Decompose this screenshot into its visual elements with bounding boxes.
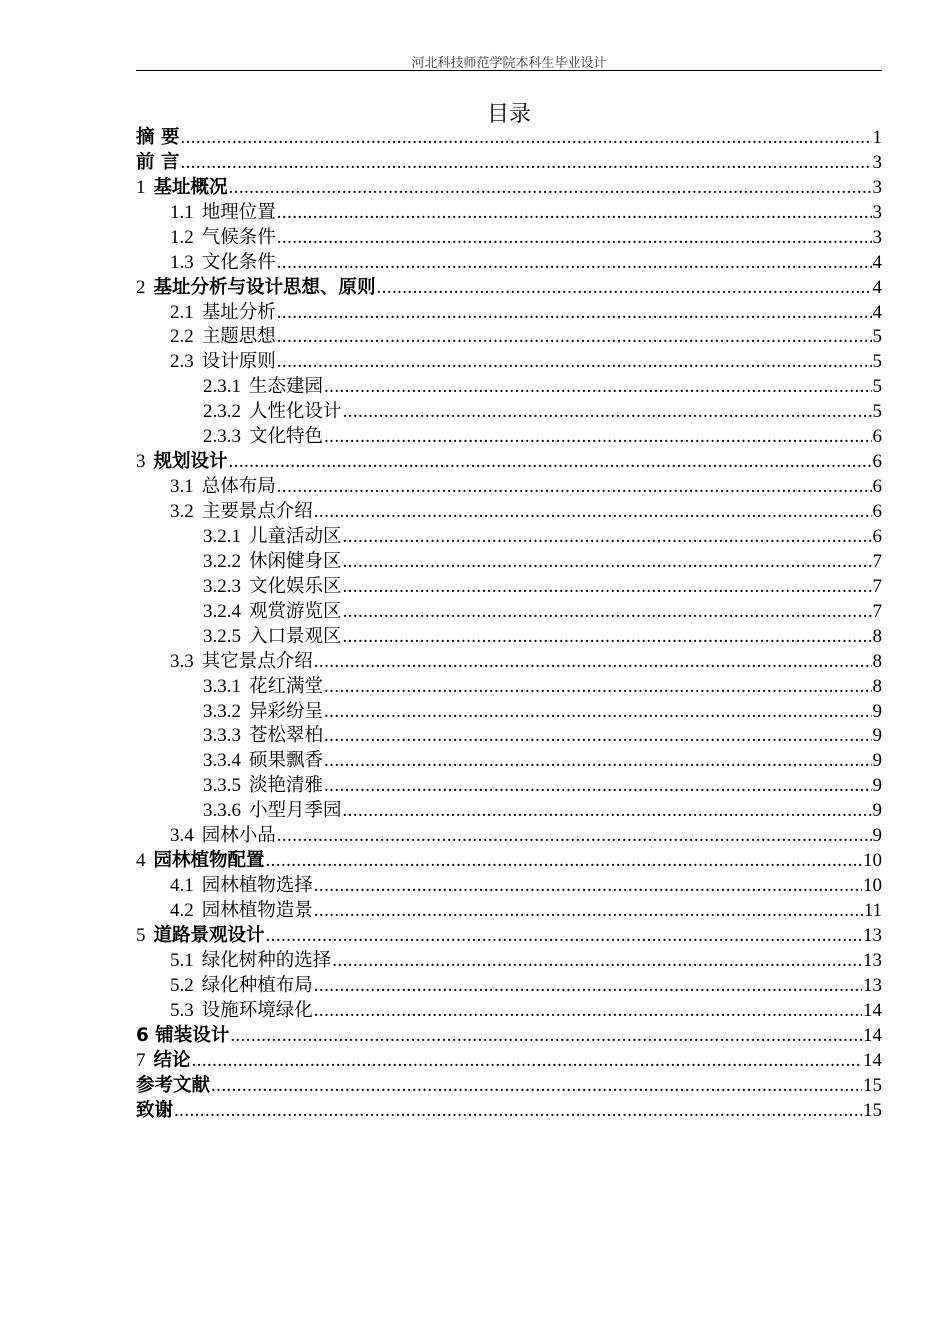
toc-entry-label: 人性化设计: [249, 401, 342, 423]
dot-leader: [277, 325, 872, 349]
toc-entry-label: 小型月季园: [249, 800, 342, 822]
toc-entry-label: 园林植物选择: [201, 875, 313, 897]
toc-entry-page-number: 9: [872, 725, 882, 747]
dot-leader: [324, 375, 871, 399]
dot-leader: [332, 949, 862, 973]
toc-entry-page-number: 6: [872, 525, 882, 547]
toc-entry-label: 文化条件: [201, 251, 276, 273]
toc-entry-label: 文化娱乐区: [249, 575, 342, 597]
toc-entry[interactable]: [136, 748, 882, 773]
toc-entry-label: 文化特色: [249, 426, 324, 448]
toc-entry[interactable]: [136, 225, 882, 250]
toc-entry-number: 1.2: [170, 226, 194, 248]
dot-leader: [324, 425, 871, 449]
toc-entry-page-number: 3: [872, 226, 882, 248]
toc-entry[interactable]: [136, 374, 882, 399]
toc-entry-page-number: 15: [863, 1099, 882, 1121]
toc-entry-label: 基址分析与设计思想、原则: [153, 276, 376, 298]
toc-entry-label: 参考文献: [136, 1074, 211, 1096]
toc-entry-number: 3: [136, 451, 146, 473]
toc-entry-number: 5.2: [170, 974, 194, 996]
toc-entry-number: 3.2.1: [203, 525, 241, 547]
toc-entry-label: 气候条件: [201, 226, 276, 248]
toc-entry-page-number: 7: [872, 550, 882, 572]
toc-entry[interactable]: [136, 150, 882, 175]
toc-entry-number: 4: [136, 850, 146, 872]
toc-entry-label: 主要景点介绍: [201, 501, 313, 522]
dot-leader: [324, 749, 871, 773]
toc-entry[interactable]: [136, 424, 882, 449]
toc-entry-label: 苍松翠柏: [249, 725, 324, 747]
toc-entry[interactable]: [136, 674, 882, 699]
toc-entry-label: 规划设计: [153, 451, 228, 473]
dot-leader: [314, 874, 862, 898]
toc-entry-label: 其它景点介绍: [201, 650, 313, 672]
toc-entry[interactable]: [136, 948, 882, 973]
toc-entry[interactable]: [136, 125, 882, 150]
toc-entry-number: 2.3.3: [203, 426, 241, 448]
toc-entry-page-number: 5: [872, 401, 882, 423]
toc-entry[interactable]: [136, 724, 882, 749]
toc-entry-page-number: 5: [872, 351, 882, 373]
dot-leader: [324, 724, 871, 748]
toc-entry[interactable]: [136, 325, 882, 350]
page-header: 河北科技师范学院本科生毕业设计: [411, 56, 607, 71]
toc-entry-number: 3.2.3: [203, 575, 241, 597]
toc-entry-label: 地理位置: [201, 201, 276, 223]
toc-entry[interactable]: [136, 474, 882, 499]
dot-leader: [324, 675, 871, 699]
toc-entry-number: 1: [136, 176, 146, 198]
toc-entry-number: 3.3.3: [203, 725, 241, 747]
toc-entry-label: 结论: [153, 1049, 191, 1071]
toc-entry-number: 4.1: [170, 875, 194, 897]
toc-entry-number: 5.1: [170, 949, 194, 971]
toc-entry-page-number: 4: [872, 251, 882, 273]
dot-leader: [343, 400, 872, 424]
dot-leader: [277, 251, 872, 275]
toc-entry-page-number: 1: [872, 126, 882, 148]
toc-entry[interactable]: [136, 524, 882, 549]
toc-entry-number: 2.2: [170, 326, 194, 348]
dot-leader: [324, 700, 871, 724]
toc-entry-number: 4.2: [170, 900, 194, 921]
toc-entry-page-number: 3: [872, 176, 882, 198]
toc-entry-label: 花红满堂: [249, 675, 324, 697]
toc-entry-number: 2.3.1: [203, 376, 241, 398]
toc-entry-label: 道路景观设计: [153, 924, 265, 946]
toc-entry-label: 设施环境绿化: [201, 999, 313, 1021]
toc-entry-page-number: 7: [872, 575, 882, 597]
toc-entry-label: 摘 要: [136, 126, 180, 148]
toc-entry-label: 绿化树种的选择: [201, 949, 332, 971]
toc-entry-page-number: 14: [863, 1024, 882, 1046]
toc-entry-label: 入口景观区: [249, 625, 342, 647]
dot-leader: [277, 824, 872, 848]
toc-entry[interactable]: [136, 349, 882, 374]
toc-entry-label: 观赏游览区: [249, 600, 342, 622]
toc-entry[interactable]: [136, 250, 882, 275]
toc-entry-page-number: 6: [872, 501, 882, 522]
toc-entry-number: 2.1: [170, 301, 194, 323]
toc-entry-label: 致谢: [136, 1099, 174, 1121]
toc-entry-label: 异彩纷呈: [249, 700, 324, 722]
toc-entry-page-number: 13: [863, 974, 882, 996]
toc-entry-number: 5.3: [170, 999, 194, 1021]
toc-entry[interactable]: [136, 300, 882, 325]
dot-leader: [314, 650, 872, 674]
toc-entry[interactable]: [136, 275, 882, 300]
toc-entry-number: 3.2: [170, 501, 194, 522]
toc-entry-page-number: 13: [863, 949, 882, 971]
toc-entry-number: 3.4: [170, 825, 194, 847]
toc-entry-number: 3.2.5: [203, 625, 241, 647]
toc-entry[interactable]: [136, 798, 882, 823]
toc-entry-page-number: 6: [872, 476, 882, 498]
toc-entry-number: 3.2.2: [203, 550, 241, 572]
toc-entry-number: 1.3: [170, 251, 194, 273]
toc-entry-page-number: 3: [872, 151, 882, 173]
toc-entry-label: 儿童活动区: [249, 525, 342, 547]
dot-leader: [343, 550, 872, 574]
dot-leader: [266, 849, 862, 873]
toc-entry[interactable]: [136, 1073, 882, 1098]
toc-entry-number: 3.3.6: [203, 800, 241, 822]
toc-entry-number: 3.2.4: [203, 600, 241, 622]
dot-leader: [277, 475, 872, 499]
toc-entry-number: 5: [136, 924, 146, 946]
dot-leader: [343, 575, 872, 599]
toc-entry-number: 3.3: [170, 650, 194, 672]
toc-entry-number: 3.3.2: [203, 700, 241, 722]
toc-entry-label: 园林植物造景: [201, 900, 313, 921]
toc-entry[interactable]: [136, 200, 882, 225]
toc-entry-number: 3.3.1: [203, 675, 241, 697]
toc-entry-page-number: 11: [863, 900, 882, 921]
dot-leader: [377, 276, 872, 300]
toc-entry[interactable]: [136, 499, 882, 524]
dot-leader: [314, 899, 863, 923]
toc-entry-number: 2.3: [170, 351, 194, 373]
toc-entry-number: 3.3.4: [203, 750, 241, 772]
toc-entry[interactable]: [136, 549, 882, 574]
toc-entry-page-number: 9: [872, 825, 882, 847]
dot-leader: [277, 350, 872, 374]
dot-leader: [324, 774, 871, 798]
toc-entry-page-number: 9: [872, 775, 882, 797]
toc-entry[interactable]: [136, 973, 882, 998]
toc-entry[interactable]: [136, 823, 882, 848]
toc-entry-page-number: 5: [872, 376, 882, 398]
toc-entry-label: 前 言: [136, 151, 180, 173]
toc-entry[interactable]: [136, 773, 882, 798]
dot-leader: [314, 500, 872, 524]
dot-leader: [277, 201, 872, 225]
toc-title: 目录: [486, 102, 531, 127]
dot-leader: [174, 1099, 862, 1123]
toc-entry-label: 园林植物配置: [153, 850, 265, 872]
toc-entry[interactable]: [136, 599, 882, 624]
toc-entry-page-number: 8: [872, 650, 882, 672]
toc-entry-number: 2: [136, 276, 146, 298]
toc-entry[interactable]: [136, 624, 882, 649]
dot-leader: [314, 974, 862, 998]
toc-entry-page-number: 10: [863, 850, 882, 872]
table-of-contents: [136, 125, 882, 1123]
toc-entry-page-number: 13: [863, 924, 882, 946]
toc-entry-label: 基址概况: [153, 176, 228, 198]
dot-leader: [314, 999, 862, 1023]
toc-entry-page-number: 14: [863, 1049, 882, 1071]
toc-entry[interactable]: [136, 449, 882, 474]
dot-leader: [343, 600, 872, 624]
toc-entry[interactable]: [136, 175, 882, 200]
toc-entry-page-number: 9: [872, 750, 882, 772]
dot-leader: [192, 1049, 862, 1073]
toc-entry[interactable]: [136, 848, 882, 873]
toc-entry-number: 7: [136, 1049, 146, 1071]
dot-leader: [180, 151, 871, 175]
toc-entry-label: 6 铺装设计: [136, 1024, 230, 1046]
toc-entry-label: 绿化种植布局: [201, 974, 313, 996]
toc-entry[interactable]: [136, 1048, 882, 1073]
toc-entry[interactable]: [136, 699, 882, 724]
dot-leader: [277, 226, 872, 250]
toc-entry-page-number: 4: [872, 276, 882, 298]
toc-entry-label: 设计原则: [201, 351, 276, 373]
dot-leader: [229, 176, 872, 200]
dot-leader: [211, 1074, 862, 1098]
toc-entry-page-number: 9: [872, 800, 882, 822]
dot-leader: [180, 126, 871, 150]
toc-entry-page-number: 6: [872, 451, 882, 473]
toc-entry[interactable]: [136, 898, 882, 923]
toc-entry-label: 硕果飘香: [249, 750, 324, 772]
toc-entry-number: 2.3.2: [203, 401, 241, 423]
toc-entry-number: 3.3.5: [203, 775, 241, 797]
toc-entry-page-number: 8: [872, 625, 882, 647]
toc-entry-page-number: 14: [863, 999, 882, 1021]
toc-entry-page-number: 4: [872, 301, 882, 323]
dot-leader: [266, 924, 862, 948]
toc-entry-label: 淡艳清雅: [249, 775, 324, 797]
toc-entry[interactable]: [136, 873, 882, 898]
toc-entry-number: 3.1: [170, 476, 194, 498]
toc-entry-page-number: 7: [872, 600, 882, 622]
toc-entry[interactable]: [136, 923, 882, 948]
dot-leader: [343, 799, 872, 823]
toc-entry-page-number: 10: [863, 875, 882, 897]
toc-entry-label: 主题思想: [201, 326, 276, 348]
dot-leader: [343, 525, 872, 549]
toc-entry-label: 生态建园: [249, 376, 324, 398]
toc-entry-page-number: 15: [863, 1074, 882, 1096]
toc-entry-number: 1.1: [170, 201, 194, 223]
toc-entry-label: 休闲健身区: [249, 550, 342, 572]
toc-entry[interactable]: [136, 1098, 882, 1123]
dot-leader: [230, 1024, 862, 1048]
toc-entry[interactable]: [136, 574, 882, 599]
toc-entry-page-number: 8: [872, 675, 882, 697]
toc-entry-label: 园林小品: [201, 825, 276, 847]
toc-entry-page-number: 5: [872, 326, 882, 348]
toc-entry-page-number: 9: [872, 700, 882, 722]
dot-leader: [229, 450, 872, 474]
toc-entry-label: 基址分析: [201, 301, 276, 323]
header-divider: [136, 70, 882, 71]
toc-entry[interactable]: [136, 1023, 882, 1048]
toc-entry-page-number: 6: [872, 426, 882, 448]
toc-entry[interactable]: [136, 399, 882, 424]
dot-leader: [343, 625, 872, 649]
toc-entry-page-number: 3: [872, 201, 882, 223]
toc-entry[interactable]: [136, 649, 882, 674]
toc-entry[interactable]: [136, 998, 882, 1023]
dot-leader: [277, 301, 872, 325]
toc-entry-label: 总体布局: [201, 476, 276, 498]
